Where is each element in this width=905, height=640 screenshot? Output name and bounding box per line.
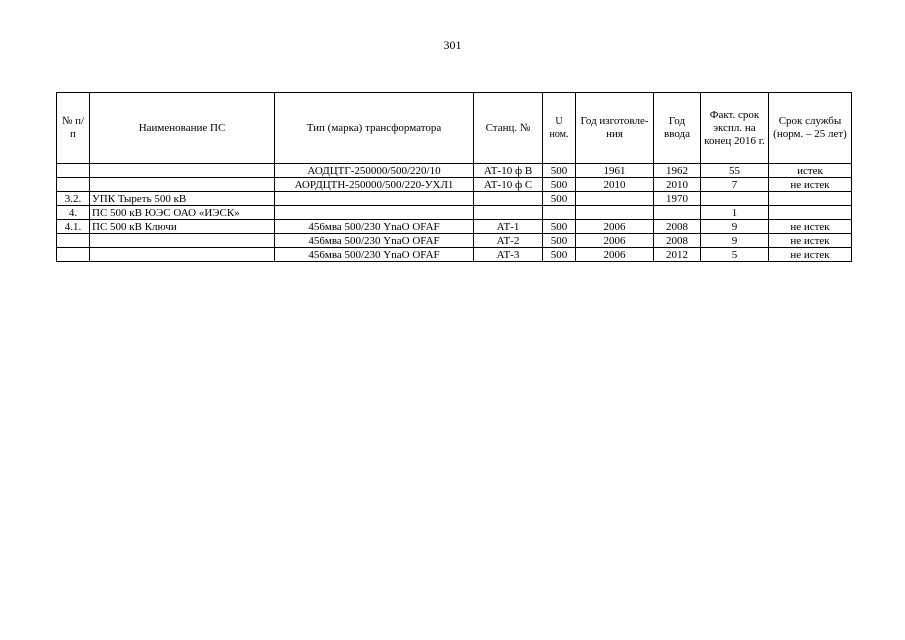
- header-year-commissioned: Год ввода: [654, 93, 701, 164]
- table-row: [57, 220, 852, 234]
- cell-u-nom: 500: [543, 234, 576, 248]
- cell-station-no: [474, 206, 543, 220]
- cell-type: 456мва 500/230 YnaO OFAF: [275, 248, 474, 262]
- cell-station-no: АТ-10 ф С: [474, 178, 543, 192]
- cell-service-life: [769, 206, 852, 220]
- header-service-life: Срок службы (норм. – 25 лет): [769, 93, 852, 164]
- cell-station-no: АТ-10 ф В: [474, 164, 543, 178]
- header-name: Наименование ПС: [90, 93, 275, 164]
- cell-station-no: АТ-2: [474, 234, 543, 248]
- cell-year-made: 1961: [576, 164, 654, 178]
- cell-num: [57, 248, 90, 262]
- cell-station-no: АТ-1: [474, 220, 543, 234]
- cell-name: [90, 234, 275, 248]
- cell-service-life: не истек: [769, 248, 852, 262]
- table-row: [57, 248, 852, 262]
- table-row: [57, 206, 852, 220]
- cell-u-nom: 500: [543, 178, 576, 192]
- header-station-no: Станц. №: [474, 93, 543, 164]
- cell-type: 456мва 500/230 YnaO OFAF: [275, 220, 474, 234]
- cell-year-made: 2010: [576, 178, 654, 192]
- cell-type: АОДЦТГ-250000/500/220/10: [275, 164, 474, 178]
- table-row: [57, 164, 852, 178]
- cell-name: ПС 500 кВ ЮЭС ОАО «ИЭСК»: [90, 206, 275, 220]
- cell-num: 4.1.: [57, 220, 90, 234]
- cell-service-life: не истек: [769, 234, 852, 248]
- cell-year-commissioned: 1962: [654, 164, 701, 178]
- cell-u-nom: [543, 206, 576, 220]
- cell-name: УПК Тыреть 500 кВ: [90, 192, 275, 206]
- cell-year-made: 2006: [576, 248, 654, 262]
- cell-service-life: не истек: [769, 220, 852, 234]
- cell-year-commissioned: [654, 206, 701, 220]
- cell-type: 456мва 500/230 YnaO OFAF: [275, 234, 474, 248]
- cell-num: [57, 178, 90, 192]
- cell-actual-service: 1: [701, 206, 769, 220]
- cell-num: [57, 234, 90, 248]
- cell-year-made: 2006: [576, 234, 654, 248]
- cell-service-life: [769, 192, 852, 206]
- cell-type: [275, 192, 474, 206]
- cell-year-commissioned: 2012: [654, 248, 701, 262]
- cell-year-made: [576, 192, 654, 206]
- cell-year-commissioned: 2008: [654, 220, 701, 234]
- cell-num: [57, 164, 90, 178]
- cell-actual-service: 9: [701, 234, 769, 248]
- cell-station-no: АТ-3: [474, 248, 543, 262]
- cell-name: [90, 164, 275, 178]
- header-type: Тип (марка) трансформатора: [275, 93, 474, 164]
- cell-name: ПС 500 кВ Ключи: [90, 220, 275, 234]
- page-number: 301: [443, 38, 462, 52]
- header-u-nom: U ном.: [543, 93, 576, 164]
- cell-u-nom: 500: [543, 164, 576, 178]
- table-row: [57, 178, 852, 192]
- cell-actual-service: 5: [701, 248, 769, 262]
- header-actual-service: Факт. срок экспл. на конец 2016 г.: [701, 93, 769, 164]
- cell-num: 4.: [57, 206, 90, 220]
- cell-service-life: истек: [769, 164, 852, 178]
- cell-u-nom: 500: [543, 220, 576, 234]
- cell-year-commissioned: 2010: [654, 178, 701, 192]
- cell-u-nom: 500: [543, 192, 576, 206]
- cell-station-no: [474, 192, 543, 206]
- header-num: № п/п: [57, 93, 90, 164]
- cell-actual-service: 9: [701, 220, 769, 234]
- cell-service-life: не истек: [769, 178, 852, 192]
- cell-name: [90, 178, 275, 192]
- cell-type: [275, 206, 474, 220]
- cell-actual-service: [701, 192, 769, 206]
- cell-num: 3.2.: [57, 192, 90, 206]
- cell-year-commissioned: 2008: [654, 234, 701, 248]
- cell-year-made: 2006: [576, 220, 654, 234]
- cell-u-nom: 500: [543, 248, 576, 262]
- transformer-table: [56, 92, 852, 262]
- cell-actual-service: 7: [701, 178, 769, 192]
- table-row: [57, 192, 852, 206]
- cell-type: АОРДЦТН-250000/500/220-УХЛ1: [275, 178, 474, 192]
- header-year-made: Год изготовле-ния: [576, 93, 654, 164]
- cell-year-commissioned: 1970: [654, 192, 701, 206]
- cell-name: [90, 248, 275, 262]
- cell-actual-service: 55: [701, 164, 769, 178]
- header-row: [57, 93, 852, 164]
- table-row: [57, 234, 852, 248]
- cell-year-made: [576, 206, 654, 220]
